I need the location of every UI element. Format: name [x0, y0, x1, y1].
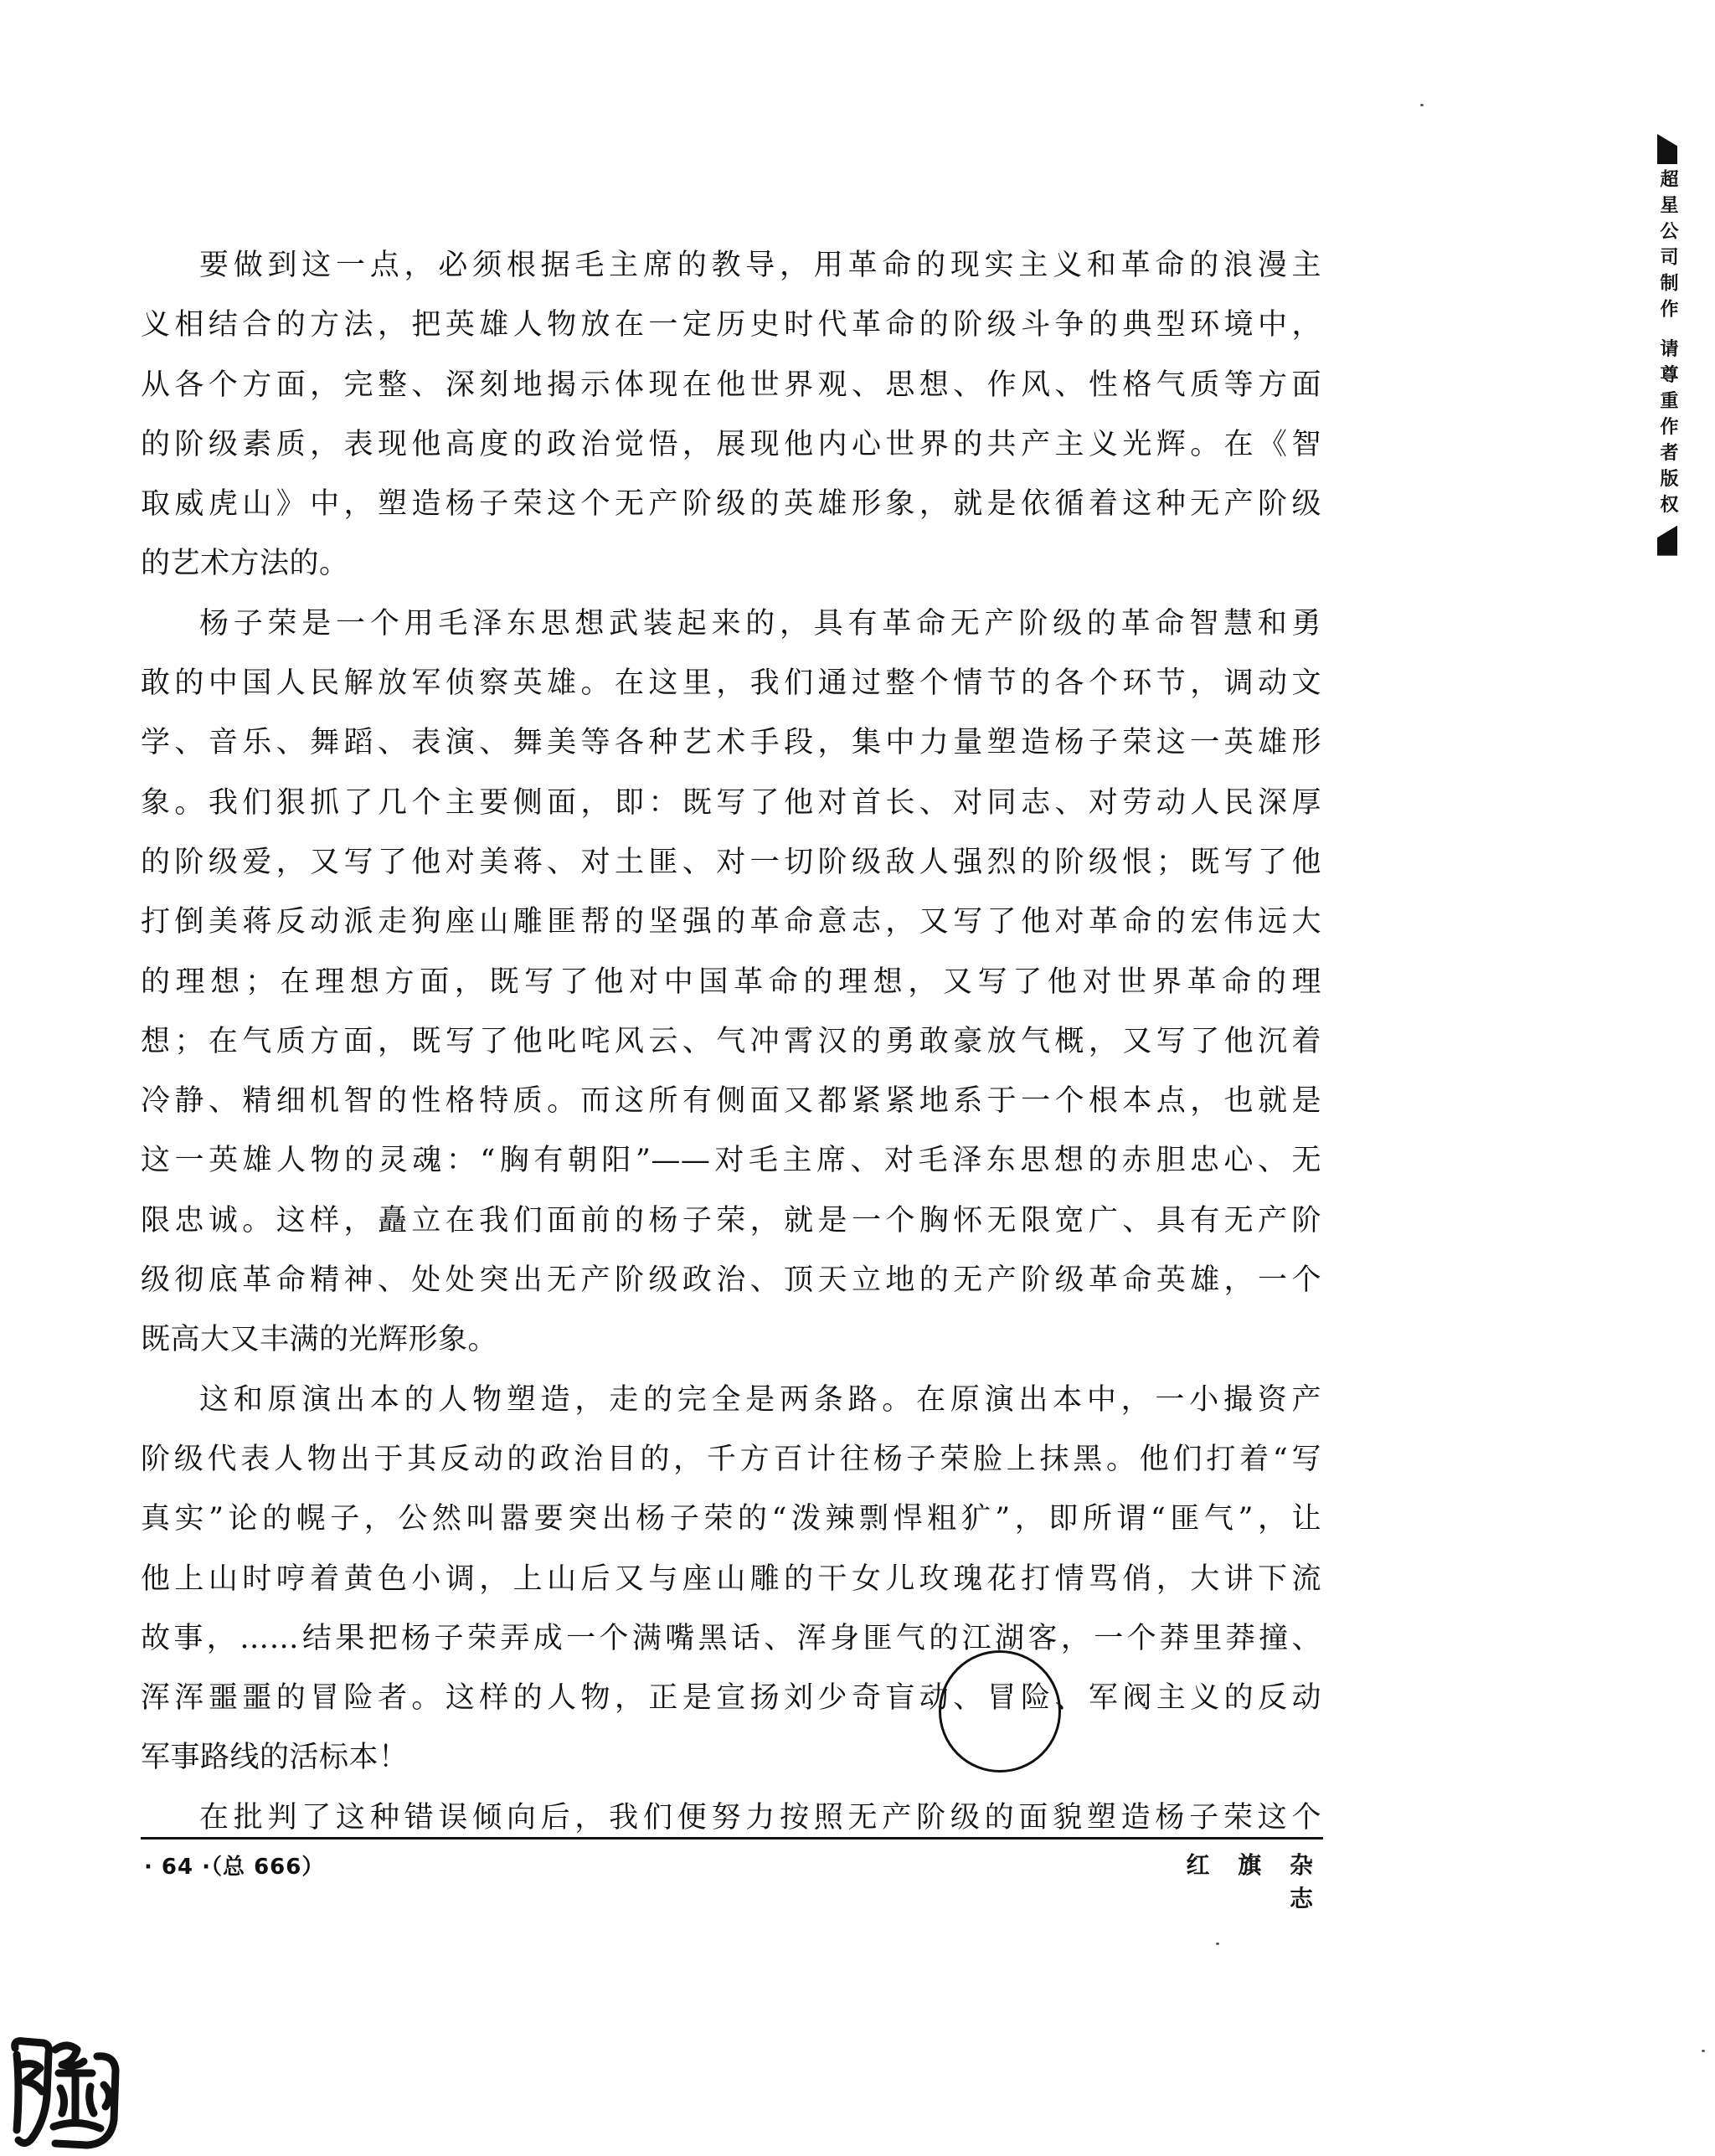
notice-bar-bottom: [1657, 526, 1677, 556]
text-line: 从各个方面，完整、深刻地揭示体现在他世界观、思想、作风、性格气质等方面: [141, 368, 1321, 402]
text-line: 这和原演出本的人物塑造，走的完全是两条路。在原演出本中，一小撮资产: [199, 1382, 1321, 1417]
text-line: 的艺术方法的。: [141, 547, 349, 581]
text-line: 学、音乐、舞蹈、表演、舞美等各种艺术手段，集中力量塑造杨子荣这一英雄形: [141, 726, 1321, 760]
text-line: 取威虎山》中，塑造杨子荣这个无产阶级的英雄形象，就是依循着这种无产阶级: [141, 487, 1321, 522]
text-line: 这一英雄人物的灵魂：“胸有朝阳”——对毛主席、对毛泽东思想的赤胆忠心、无: [141, 1144, 1321, 1178]
page-number: · 64 ·（总 666）: [144, 1855, 325, 1880]
footer-rule: [141, 1837, 1323, 1840]
text-line: 象。我们狠抓了几个主要侧面，即：既写了他对首长、对同志、对劳动人民深厚: [141, 785, 1321, 820]
text-line: 冷静、精细机智的性格特质。而这所有侧面又都紧紧地系于一个根本点，也就是: [141, 1084, 1321, 1119]
text-line: 的阶级爱，又写了他对美蒋、对土匪、对一切阶级敌人强烈的阶级恨；既写了他: [141, 845, 1321, 879]
text-line: 阶级代表人物出于其反动的政治目的，千方百计往杨子荣脸上抹黑。他们打着“写: [141, 1442, 1321, 1476]
text-line: 既高大又丰满的光辉形象。: [141, 1323, 498, 1357]
text-line: 杨子荣是一个用毛泽东思想武装起来的，具有革命无产阶级的革命智慧和勇: [199, 606, 1321, 641]
text-line: 军事路线的活标本！: [141, 1741, 409, 1775]
scan-speck: [1420, 104, 1424, 106]
text-line: 打倒美蒋反动派走狗座山雕匪帮的坚强的革命意志，又写了他对革命的宏伟远大: [141, 905, 1321, 939]
hand-drawn-circle-mark: [939, 1650, 1061, 1773]
text-line: 他上山时哼着黄色小调，上山后又与座山雕的干女儿玫瑰花打情骂俏，大讲下流: [141, 1562, 1321, 1596]
scan-speck: [1216, 1942, 1219, 1945]
article-body: [141, 236, 1321, 1848]
text-line: 想；在气质方面，既写了他叱咤风云、气冲霄汉的勇敢豪放气概，又写了他沉着: [141, 1024, 1321, 1058]
copyright-notice-text: 超星公司制作 请尊重作者版权: [1657, 169, 1678, 521]
journal-name: 红 旗 杂 志: [1186, 1851, 1323, 1912]
notice-bar-top: [1657, 134, 1677, 164]
text-line: 级彻底革命精神、处处突出无产阶级政治、顶天立地的无产阶级革命英雄，一个: [141, 1263, 1321, 1298]
collector-seal-icon: [7, 2036, 122, 2150]
text-line: 义相结合的方法，把英雄人物放在一定历史时代革命的阶级斗争的典型环境中，: [141, 308, 1321, 342]
scan-speck: [1702, 2050, 1705, 2052]
text-line: 的阶级素质，表现他高度的政治觉悟，展现他内心世界的共产主义光辉。在《智: [141, 427, 1321, 461]
text-line: 故事，……结果把杨子荣弄成一个满嘴黑话、浑身匪气的江湖客，一个莽里莽撞、: [141, 1621, 1321, 1655]
text-line: 的理想；在理想方面，既写了他对中国革命的理想，又写了他对世界革命的理: [141, 965, 1321, 999]
text-line: 浑浑噩噩的冒险者。这样的人物，正是宣扬刘少奇盲动、冒险、军阀主义的反动: [141, 1681, 1321, 1716]
text-line: 真实”论的幌子，公然叫嚣要突出杨子荣的“泼辣剽悍粗犷”，即所谓“匪气”，让: [141, 1502, 1321, 1536]
text-line: 敢的中国人民解放军侦察英雄。在这里，我们通过整个情节的各个环节，调动文: [141, 666, 1321, 701]
copyright-notice: [1653, 134, 1682, 556]
text-line: 在批判了这种错误倾向后，我们便努力按照无产阶级的面貌塑造杨子荣这个: [199, 1800, 1321, 1834]
text-line: 要做到这一点，必须根据毛主席的教导，用革命的现实主义和革命的浪漫主: [199, 249, 1321, 282]
text-line: 限忠诚。这样，矗立在我们面前的杨子荣，就是一个胸怀无限宽广、具有无产阶: [141, 1203, 1321, 1238]
